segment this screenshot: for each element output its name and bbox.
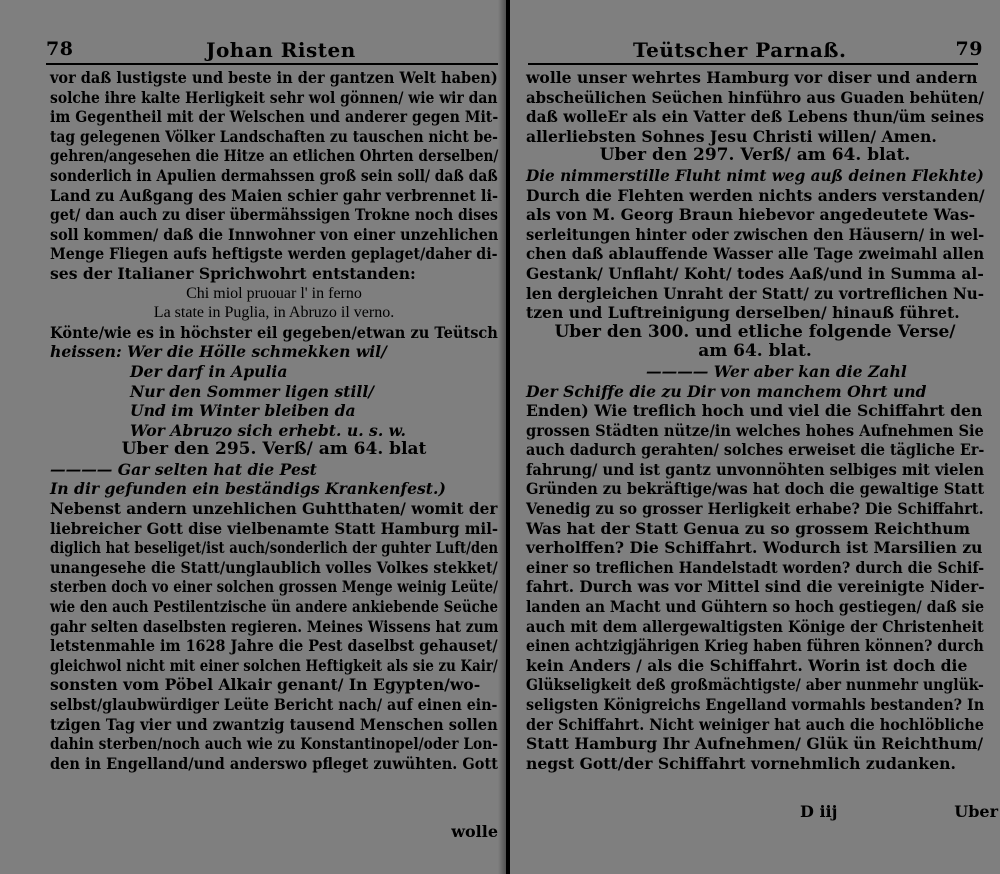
text-line: Der darf in Apulia: [130, 361, 288, 381]
text-line: Uber den 295. Verß/ am 64. blat: [121, 439, 427, 460]
text-line: len dergleichen Unraht der Statt/ zu vortreflichen Nu-: [526, 283, 984, 303]
catchword: wolle: [451, 822, 498, 841]
text-line: Wor Abruzo sich erhebt. u. s. w.: [130, 420, 406, 440]
text-line: seligsten Königreichs Engelland vormahls bestanden? In: [526, 695, 985, 714]
text-line: der Schiffahrt. Nicht weiniger hat auch die hochlöbliche: [526, 714, 984, 734]
right-page-text: [526, 68, 984, 773]
text-line: Gestank/ Unflaht/ Koht/ todes Aaß/und in Summa al-: [526, 263, 984, 283]
text-line: solche ihre kalte Herligkeit sehr wol gönnen/ wie wir dan: [50, 87, 498, 107]
text-line: Menge Fliegen aufs heftigste werden geplaget/daher di-: [50, 244, 498, 264]
running-head: Teütscher Parnaß.: [633, 38, 847, 62]
text-line: Statt Hamburg Ihr Aufnehmen/ Glük ün Reichthum/: [526, 734, 984, 754]
text-line: letstenmahle im 1628 Jahre die Pest daselbst gehauset/: [50, 636, 498, 656]
text-line: ses der Italianer Sprichwohrt entstanden:: [50, 263, 416, 283]
gutter-shadow: [498, 0, 506, 874]
text-line: soll kommen/ daß die Innwohner von einer unzehlichen: [50, 224, 499, 244]
text-line: auch mit dem allergewaltigsten Könige der Christenheit: [526, 616, 984, 636]
text-line: tag gelegenen Völker Landschaften zu tauschen nicht be-: [50, 126, 498, 146]
text-line: abscheülichen Seüchen hinführo aus Guaden behüten/: [526, 87, 984, 107]
text-line: fahrung/ und ist gantz unvonnöhten selbiges mit vielen: [526, 459, 985, 479]
text-line: Enden) Wie treflich hoch und viel die Schiffahrt den: [526, 401, 983, 421]
text-line: einen achtzigjährigen Krieg haben führen können? durch: [526, 636, 984, 656]
text-line: dahin sterben/noch auch wie zu Konstantinopel/oder Lon-: [50, 734, 498, 754]
text-line: verholffen? Die Schiffahrt. Wodurch ist Marsilien zu: [526, 538, 983, 558]
text-line: unangesehe die Statt/unglaublich volles Volkes stekket/: [50, 557, 498, 577]
text-line: ———— Wer aber kan die Zahl: [646, 361, 907, 381]
header-rule: [528, 63, 978, 65]
text-line: gahr selten daselbsten regieren. Meines Wissens hat zum: [50, 616, 499, 636]
text-line: gleichwol nicht mit einer solchen Heftigkeit als sie zu Kair/: [50, 655, 498, 675]
text-line: auch dadurch gerahten/ solches erweiset die tägliche Er-: [526, 440, 985, 460]
text-line: sonderlich in Apulien dermahssen groß sein soll/ daß daß: [50, 165, 498, 185]
text-line: allerliebsten Sohnes Jesu Christi willen/ Amen.: [526, 126, 937, 146]
text-line: sterben doch vo einer solchen grossen Menge weinig Leüte/: [50, 577, 499, 597]
text-line: heissen: Wer die Hölle schmekken wil/: [50, 342, 387, 362]
text-line: einer so treflichen Handelstadt worden? durch die Schif-: [526, 557, 985, 577]
text-line: Die nimmerstille Fluht nimt weg auß deinen Flekhte): [526, 165, 984, 185]
text-line: diglich hat beseliget/ist auch/sonderlich der guhter Luft/den: [50, 538, 499, 558]
text-line: Was hat der Statt Genua zu so grossem Reichthum: [526, 518, 971, 538]
catchword: Uber: [954, 802, 998, 821]
text-line: chen daß ablauffende Wasser alle Tage zweimahl allen: [526, 244, 985, 264]
text-line: La state in Puglia, in Abruzo il verno.: [153, 304, 395, 322]
right-page: [510, 0, 1000, 874]
text-line: am 64. blat.: [698, 341, 812, 362]
header-rule: [46, 63, 498, 65]
text-line: daß wolleEr als ein Vatter deß Lebens thun/üm seines: [526, 107, 985, 127]
text-line: selbst/glaubwürdiger Leüte Bericht nach/ auf einen ein-: [50, 695, 498, 714]
text-line: Venedig zu so grosser Herligkeit erhabe? Die Schiffahrt.: [526, 499, 984, 519]
text-line: vor daß lustigste und beste in der gantzen Welt haben): [50, 68, 498, 87]
text-line: Und im Winter bleiben da: [130, 401, 356, 421]
text-line: landen an Macht und Gühtern so hoch gestiegen/ daß sie: [526, 597, 985, 617]
text-line: Land zu Außgang des Maien schier gahr verbrennet li-: [50, 185, 499, 205]
running-head: Johan Risten: [206, 38, 356, 62]
text-line: ———— Gar selten hat die Pest: [50, 459, 317, 479]
left-page-text: [50, 68, 498, 773]
text-line: gehren/angesehen die Hitze an etlichen Ohrten derselben/: [50, 146, 499, 166]
text-line: Der Schiffe die zu Dir von manchem Ohrt und: [526, 381, 927, 401]
page-number: 78: [46, 38, 74, 60]
signature-mark: D iij: [800, 802, 838, 821]
text-line: Könte/wie es in höchster eil gegeben/etwan zu Teütsch: [50, 322, 498, 342]
text-line: Uber den 297. Verß/ am 64. blat.: [599, 145, 911, 166]
text-line: wie den auch Pestilentzische ün andere ankiebende Seüche: [50, 597, 499, 617]
text-line: Glükseligkeit deß großmächtigste/ aber nunmehr unglük-: [526, 675, 984, 695]
text-line: Uber den 300. und etliche folgende Verse/: [554, 321, 956, 342]
page-number: 79: [955, 38, 983, 60]
text-line: fahrt. Durch was vor Mittel sind die vereinigte Nider-: [526, 577, 985, 597]
text-line: tzen und Luftreinigung derselben/ hinauß führet.: [526, 303, 960, 323]
text-line: kein Anders / als die Schiffahrt. Worin ist doch die: [526, 655, 968, 675]
text-line: tzigen Tag vier und zwantzig tausend Menschen sollen: [50, 714, 498, 734]
text-line: serleitungen hinter oder zwischen den Häusern/ in wel-: [526, 224, 985, 244]
text-line: als von M. Georg Braun hiebevor angedeutete Was-: [526, 205, 976, 225]
text-line: liebreicher Gott dise vielbenamte Statt Hamburg mil-: [50, 518, 499, 538]
text-line: negst Gott/der Schiffahrt vornehmlich zudanken.: [526, 753, 956, 773]
text-line: Nebenst andern unzehlichen Guhtthaten/ womit der: [50, 499, 498, 519]
text-line: den in Engelland/und anderswo pfleget zuwühten. Gott: [50, 753, 498, 773]
text-line: im Gegentheil mit der Welschen und anderer gegen Mit-: [50, 107, 499, 127]
text-line: Nur den Sommer ligen still/: [130, 381, 374, 401]
text-line: sonsten vom Pöbel Alkair genant/ In Egypten/wo-: [50, 675, 481, 695]
text-line: In dir gefunden ein beständigs Krankenfest.): [50, 479, 446, 499]
text-line: Durch die Flehten werden nichts anders verstanden/: [526, 185, 985, 205]
text-line: Chi miol pruouar l' in ferno: [186, 284, 362, 302]
text-line: get/ dan auch zu diser übermähssigen Trokne noch dises: [50, 205, 498, 225]
text-line: Gründen zu bekräftige/was hat doch die gewaltige Statt: [526, 479, 985, 499]
text-line: grossen Städten nütze/in welches hohes Aufnehmen Sie: [526, 420, 984, 440]
text-line: wolle unser wehrtes Hamburg vor diser und andern: [526, 68, 978, 87]
